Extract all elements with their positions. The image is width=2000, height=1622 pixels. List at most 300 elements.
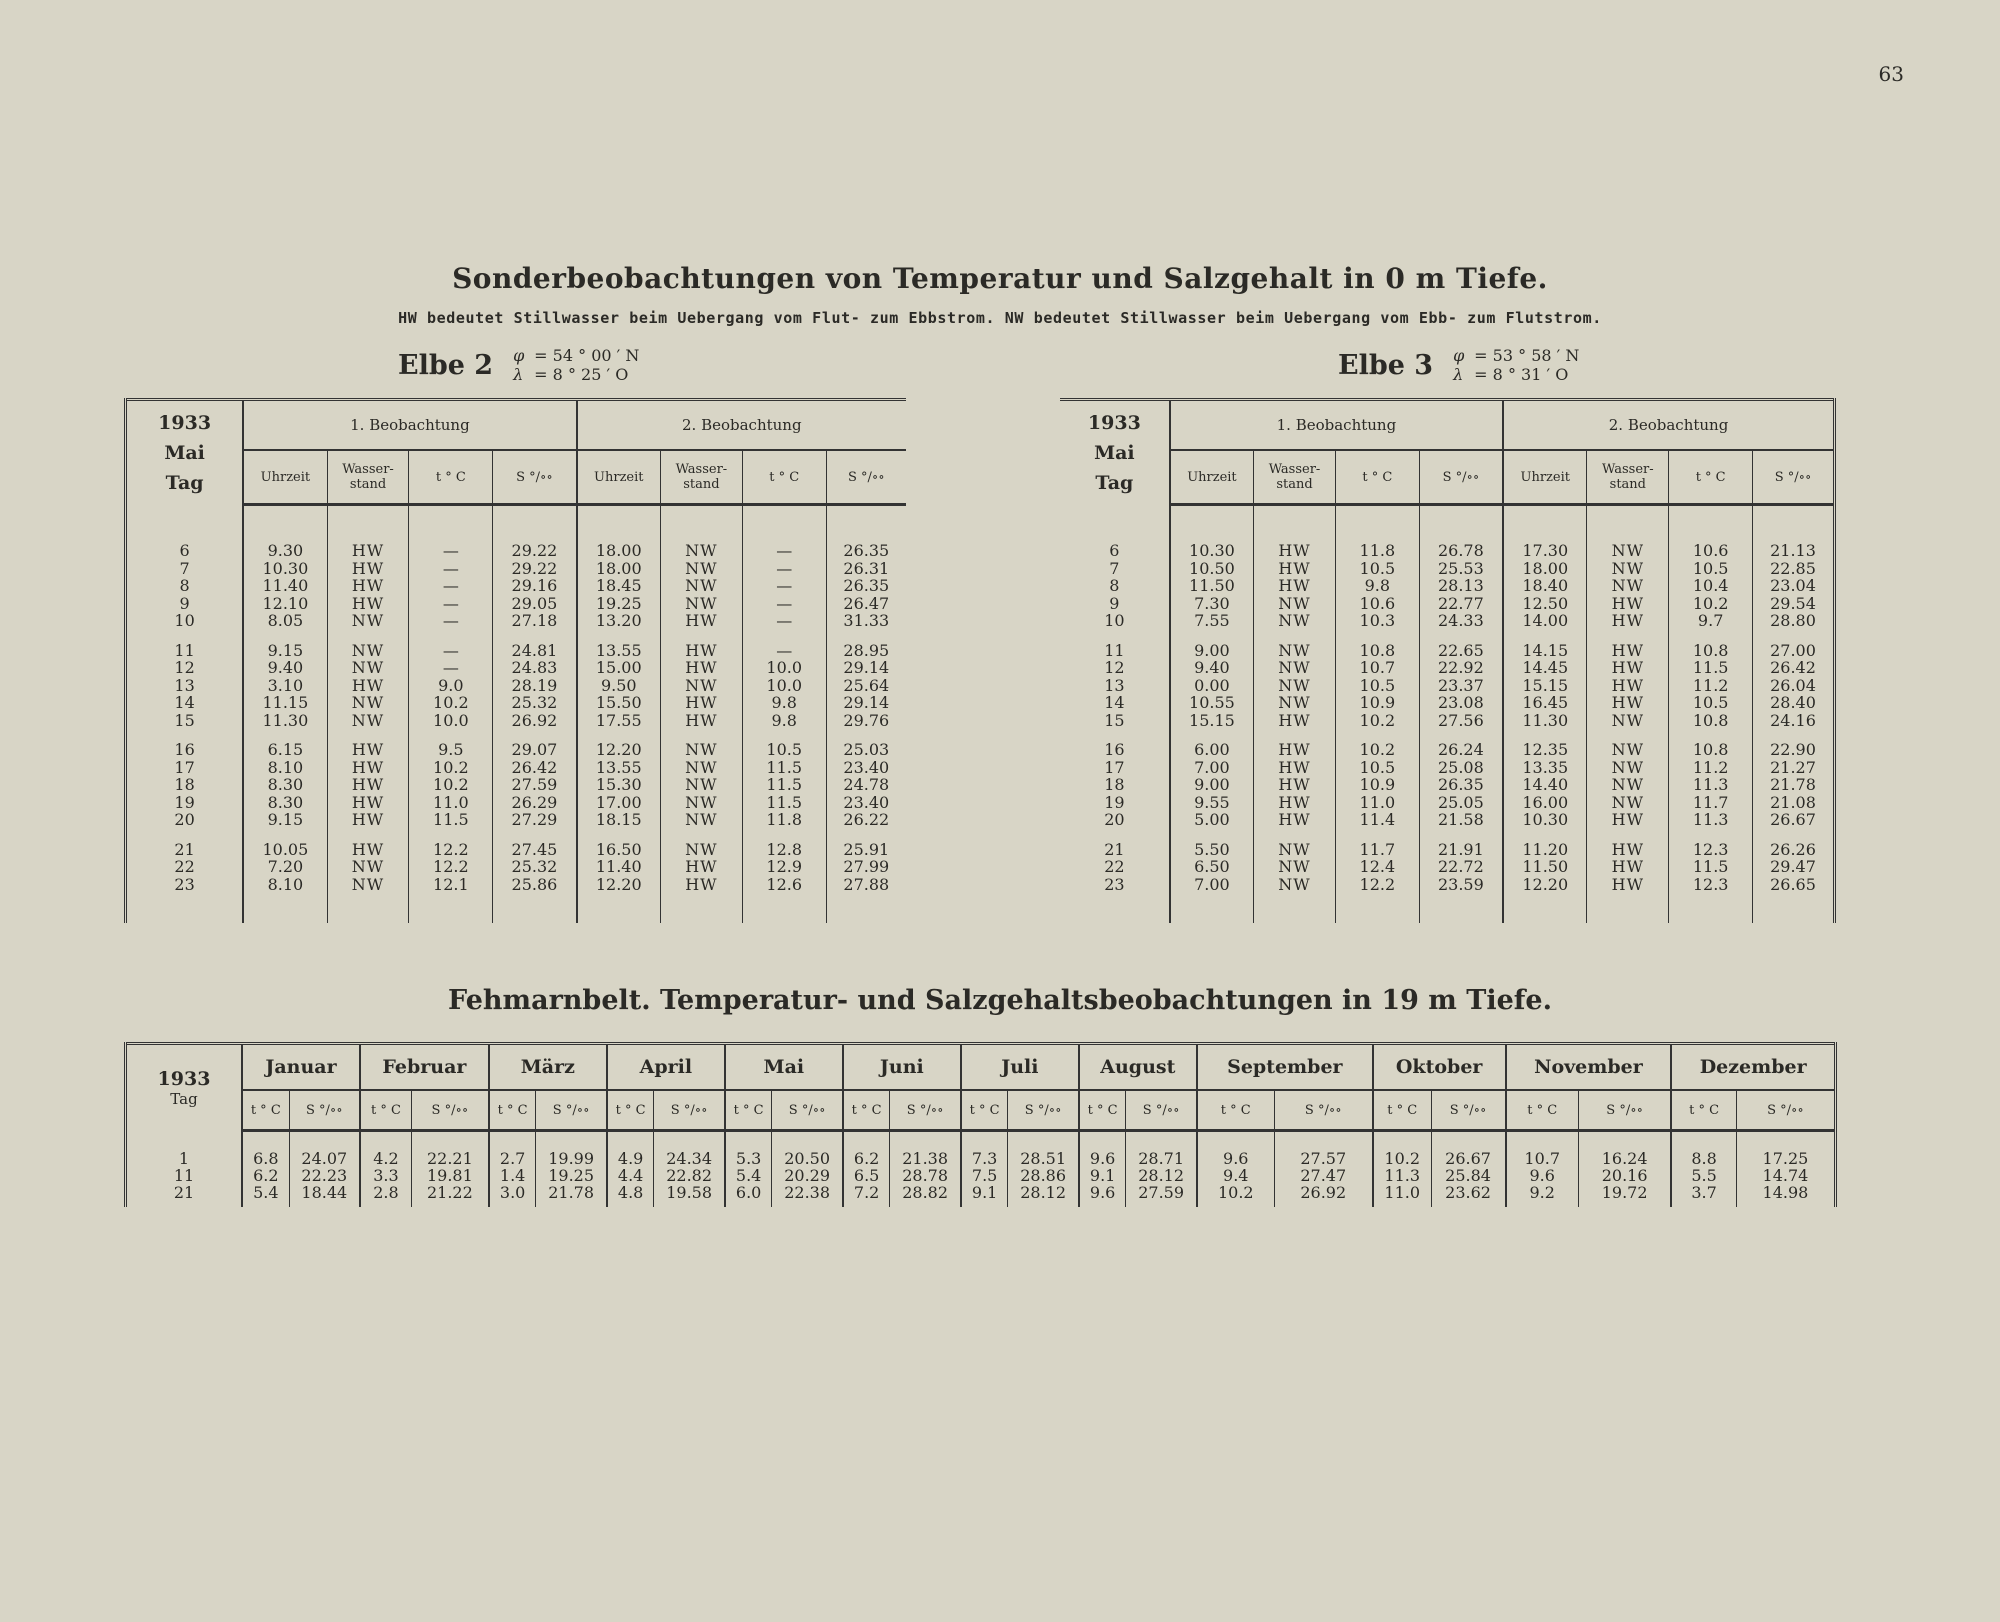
table-cell: NW xyxy=(327,876,409,894)
table-cell: 15.15 xyxy=(1503,677,1587,695)
table-cell: NW xyxy=(660,776,742,794)
spacer-cell xyxy=(242,1131,289,1151)
table-cell: 10.5 xyxy=(1669,694,1753,712)
table-cell: HW xyxy=(327,595,409,613)
spacer-cell xyxy=(1503,829,1587,841)
table-cell: 7.30 xyxy=(1170,595,1254,613)
table-cell: 9.8 xyxy=(742,712,826,730)
fehmarn-title: Fehmarnbelt. Temperatur- und Salzgehaltsbeobachtungen in 19 m Tiefe. xyxy=(448,985,1552,1016)
table-row xyxy=(1060,612,1835,630)
table-cell: 11.0 xyxy=(409,794,493,812)
table-cell: 6.2 xyxy=(843,1150,890,1167)
col-salt: S °/∘∘ xyxy=(493,450,577,505)
table-cell: 7.00 xyxy=(1170,876,1254,894)
table-cell: HW xyxy=(660,694,742,712)
spacer-cell xyxy=(961,1131,1008,1151)
spacer-cell xyxy=(409,829,493,841)
table-cell: 14.98 xyxy=(1736,1184,1835,1201)
table-cell: NW xyxy=(1254,876,1336,894)
table-cell: 11.2 xyxy=(1669,759,1753,777)
table-cell: — xyxy=(409,595,493,613)
table-cell: 10.2 xyxy=(1197,1184,1274,1201)
table-row xyxy=(1060,577,1835,595)
table-cell: 12.8 xyxy=(742,841,826,859)
table-cell: 12.20 xyxy=(577,876,661,894)
table-cell: 11 xyxy=(1104,640,1125,660)
spacer-row xyxy=(1060,505,1835,543)
table-cell: 10.5 xyxy=(742,741,826,759)
table-cell: 6 xyxy=(126,542,244,560)
table-cell: 6 xyxy=(1109,541,1120,560)
table-cell: 10.6 xyxy=(1335,595,1419,613)
table-cell: 12.2 xyxy=(409,858,493,876)
table-cell: 28.82 xyxy=(890,1184,961,1201)
table-cell: 9.4 xyxy=(1197,1167,1274,1184)
table-row xyxy=(126,811,907,829)
table-cell: 26.22 xyxy=(826,811,906,829)
table-cell: 23.37 xyxy=(1419,677,1503,695)
spacer-cell xyxy=(243,505,327,543)
table-cell: 28.71 xyxy=(1126,1150,1197,1167)
table-cell: 10.8 xyxy=(1335,642,1419,660)
table-cell: 27.29 xyxy=(493,811,577,829)
table-cell: 21.78 xyxy=(1753,776,1835,794)
spacer-cell xyxy=(1060,829,1170,841)
table-cell: 13.55 xyxy=(577,759,661,777)
table-cell: 26.78 xyxy=(1419,542,1503,560)
table-cell: NW xyxy=(1254,642,1336,660)
table-cell: 14 xyxy=(126,694,244,712)
table-cell: 7.55 xyxy=(1170,612,1254,630)
table-cell: 9.8 xyxy=(1335,577,1419,595)
table-cell: 25.32 xyxy=(493,858,577,876)
table-cell: HW xyxy=(1587,841,1669,859)
table-cell: NW xyxy=(1587,794,1669,812)
table-cell: 11.7 xyxy=(1335,841,1419,859)
table-cell: 19 xyxy=(126,794,244,812)
table-cell: NW xyxy=(327,612,409,630)
table-cell: NW xyxy=(660,542,742,560)
group1-header: 1. Beobachtung xyxy=(1170,400,1503,451)
table-cell: 28.12 xyxy=(1008,1184,1079,1201)
table-cell: 9 xyxy=(126,595,244,613)
spacer-cell xyxy=(660,893,742,923)
table-cell: 21.78 xyxy=(536,1184,607,1201)
table-cell: 14.15 xyxy=(1503,642,1587,660)
table-cell: 26.92 xyxy=(493,712,577,730)
table-cell: 11.30 xyxy=(243,712,327,730)
table-cell: HW xyxy=(1254,759,1336,777)
fehmarn-body xyxy=(126,1131,1836,1208)
table-cell: 27.59 xyxy=(493,776,577,794)
table-cell: HW xyxy=(1254,741,1336,759)
table-cell: 12.50 xyxy=(1503,595,1587,613)
table-cell: 15.30 xyxy=(577,776,661,794)
table-cell: 26.67 xyxy=(1753,811,1835,829)
table-cell: 10.2 xyxy=(409,694,493,712)
table-cell: NW xyxy=(660,759,742,777)
table-cell: 22.72 xyxy=(1419,858,1503,876)
spacer-row xyxy=(126,505,907,543)
table-cell: 11.2 xyxy=(1669,677,1753,695)
table-cell: 25.91 xyxy=(826,841,906,859)
table-cell: 27.59 xyxy=(1126,1184,1197,1201)
table-cell: 10.05 xyxy=(243,841,327,859)
spacer-cell xyxy=(1274,1131,1373,1151)
table-cell: 15.50 xyxy=(577,694,661,712)
table-cell: 10.4 xyxy=(1669,577,1753,595)
table-cell: NW xyxy=(327,642,409,660)
spacer-cell xyxy=(536,1131,607,1151)
fehmarn-table xyxy=(124,1042,1837,1207)
table-cell: 25.53 xyxy=(1419,560,1503,578)
table-row xyxy=(1060,741,1835,759)
table-cell: 6.50 xyxy=(1170,858,1254,876)
spacer-cell xyxy=(890,1131,961,1151)
table-cell: 21 xyxy=(1104,839,1125,859)
table-cell: 18 xyxy=(1104,775,1125,794)
table-row xyxy=(126,542,907,560)
table-cell: 26.35 xyxy=(1419,776,1503,794)
table-row xyxy=(1060,841,1835,859)
table-row xyxy=(126,612,907,630)
table-cell: 24.16 xyxy=(1753,712,1835,730)
subtitle: HW bedeutet Stillwasser beim Uebergang vom Flut- zum Ebbstrom. NW bedeutet Stillwasser beim Uebergang vom Ebb- zum Flutstrom. xyxy=(398,309,1602,327)
table-cell: 10.9 xyxy=(1335,694,1419,712)
table-cell: 26.65 xyxy=(1753,876,1835,894)
table-cell: 16 xyxy=(1104,740,1125,759)
spacer-cell xyxy=(577,505,661,543)
spacer-cell xyxy=(1254,630,1336,642)
table-cell: 9.50 xyxy=(577,677,661,695)
table-cell: 8 xyxy=(1109,576,1120,595)
spacer-cell xyxy=(1578,1131,1671,1151)
month-header: Januar xyxy=(242,1044,360,1091)
table-cell: 24.07 xyxy=(289,1150,360,1167)
table-cell: 3.10 xyxy=(243,677,327,695)
col-wasserstand: Wasser-stand xyxy=(1254,450,1336,505)
spacer-cell xyxy=(1587,893,1669,923)
table-cell: 26.24 xyxy=(1419,741,1503,759)
col-wasserstand: Wasser-stand xyxy=(660,450,742,505)
spacer-cell xyxy=(772,1131,843,1151)
spacer-cell xyxy=(1335,893,1419,923)
table-cell: 11.5 xyxy=(409,811,493,829)
table-cell: 11.50 xyxy=(1170,577,1254,595)
spacer-row xyxy=(126,893,907,923)
table-cell: 18.00 xyxy=(577,542,661,560)
table-row xyxy=(126,876,907,894)
table-cell: 1 xyxy=(126,1150,243,1167)
table-cell: 7.2 xyxy=(843,1184,890,1201)
table-cell: 27.00 xyxy=(1753,642,1835,660)
month-header: Juni xyxy=(843,1044,961,1091)
col-temp: t ° C xyxy=(1669,450,1753,505)
table-cell: 10.30 xyxy=(1503,811,1587,829)
table-cell: 9.40 xyxy=(243,659,327,677)
table-cell: 8.8 xyxy=(1671,1150,1736,1167)
spacer-cell xyxy=(826,505,906,543)
spacer-cell xyxy=(1170,829,1254,841)
table-cell: 10.0 xyxy=(742,659,826,677)
table-cell: NW xyxy=(327,659,409,677)
month-header: März xyxy=(489,1044,607,1091)
table-cell: 22.85 xyxy=(1753,560,1835,578)
spacer-cell xyxy=(1079,1131,1126,1151)
table-cell: HW xyxy=(1254,577,1336,595)
table-cell: HW xyxy=(660,642,742,660)
table-cell: 26.35 xyxy=(826,577,906,595)
elbe2-body xyxy=(126,505,907,924)
spacer-cell xyxy=(826,630,906,642)
table-cell: 17.00 xyxy=(577,794,661,812)
table-cell: 25.84 xyxy=(1431,1167,1505,1184)
table-cell: 22.23 xyxy=(289,1167,360,1184)
table-cell: 22.90 xyxy=(1753,741,1835,759)
table-cell: 23.62 xyxy=(1431,1184,1505,1201)
table-cell: HW xyxy=(660,659,742,677)
col-salt: S °/∘∘ xyxy=(411,1090,488,1131)
spacer-row xyxy=(126,829,907,841)
table-cell: 15 xyxy=(1104,710,1125,730)
spacer-cell xyxy=(843,1131,890,1151)
table-cell: 17.25 xyxy=(1736,1150,1835,1167)
table-cell: HW xyxy=(327,677,409,695)
spacer-cell xyxy=(654,1131,725,1151)
col-salt: S °/∘∘ xyxy=(890,1090,961,1131)
table-cell: 24.34 xyxy=(654,1150,725,1167)
table-cell: 29.14 xyxy=(826,694,906,712)
table-cell: 7 xyxy=(126,560,244,578)
table-row xyxy=(1060,876,1835,894)
table-cell: NW xyxy=(1254,595,1336,613)
table-cell: HW xyxy=(1254,794,1336,812)
table-cell: 8.10 xyxy=(243,876,327,894)
col-temp: t ° C xyxy=(242,1090,289,1131)
table-cell: HW xyxy=(327,776,409,794)
table-cell: 12.9 xyxy=(742,858,826,876)
table-cell: 12.35 xyxy=(1503,741,1587,759)
col-salt: S °/∘∘ xyxy=(536,1090,607,1131)
table-cell: 19.25 xyxy=(536,1167,607,1184)
table-cell: 5.00 xyxy=(1170,811,1254,829)
table-cell: 13.55 xyxy=(577,642,661,660)
table-cell: HW xyxy=(327,560,409,578)
table-cell: 21.08 xyxy=(1753,794,1835,812)
table-cell: 29.16 xyxy=(493,577,577,595)
table-cell: HW xyxy=(660,876,742,894)
table-cell: NW xyxy=(660,794,742,812)
table-cell: NW xyxy=(1587,759,1669,777)
table-cell: NW xyxy=(1587,712,1669,730)
table-cell: 26.35 xyxy=(826,542,906,560)
table-cell: 11.5 xyxy=(1669,659,1753,677)
table-cell: 4.4 xyxy=(607,1167,654,1184)
table-cell: NW xyxy=(1254,694,1336,712)
table-cell: HW xyxy=(1587,595,1669,613)
table-cell: 10.6 xyxy=(1669,542,1753,560)
table-cell: HW xyxy=(327,577,409,595)
table-cell: 27.57 xyxy=(1274,1150,1373,1167)
table-cell: HW xyxy=(1254,776,1336,794)
table-cell: 11.3 xyxy=(1669,776,1753,794)
table-cell: 23.08 xyxy=(1419,694,1503,712)
month-header: November xyxy=(1506,1044,1672,1091)
table-cell: NW xyxy=(1587,741,1669,759)
table-cell: 6.8 xyxy=(242,1150,289,1167)
table-cell: 13 xyxy=(126,677,244,695)
month-header: Dezember xyxy=(1671,1044,1835,1091)
year-tag-header xyxy=(126,1044,243,1131)
spacer-cell xyxy=(1587,630,1669,642)
spacer-cell xyxy=(742,893,826,923)
table-cell: HW xyxy=(660,858,742,876)
table-row xyxy=(1060,759,1835,777)
spacer-cell xyxy=(126,630,244,642)
table-cell: 14.45 xyxy=(1503,659,1587,677)
table-cell: 11 xyxy=(126,642,244,660)
station-coords: φ = 53 ° 58 ′ N λ = 8 ° 31 ′ O xyxy=(1453,346,1580,384)
table-row xyxy=(126,595,907,613)
table-cell: 23.04 xyxy=(1753,577,1835,595)
table-cell: 4.9 xyxy=(607,1150,654,1167)
month-header: Mai xyxy=(725,1044,843,1091)
table-cell: 19 xyxy=(1104,792,1125,812)
table-cell: 21.58 xyxy=(1419,811,1503,829)
table-cell: 10.9 xyxy=(1335,776,1419,794)
col-salt: S °/∘∘ xyxy=(1578,1090,1671,1131)
table-cell: 11.50 xyxy=(1503,858,1587,876)
table-cell: NW xyxy=(1254,612,1336,630)
table-row xyxy=(126,1167,1836,1184)
table-cell: 16.50 xyxy=(577,841,661,859)
table-cell: HW xyxy=(327,542,409,560)
table-cell: 9.00 xyxy=(1170,642,1254,660)
table-cell: NW xyxy=(660,577,742,595)
spacer-cell xyxy=(1419,893,1503,923)
col-salt: S °/∘∘ xyxy=(289,1090,360,1131)
table-cell: 19.58 xyxy=(654,1184,725,1201)
table-cell: HW xyxy=(1587,677,1669,695)
col-temp: t ° C xyxy=(409,450,493,505)
table-cell: 20 xyxy=(126,811,244,829)
spacer-cell xyxy=(360,1131,411,1151)
table-cell: 25.08 xyxy=(1419,759,1503,777)
table-row xyxy=(126,858,907,876)
spacer-cell xyxy=(1503,630,1587,642)
table-cell: 9.2 xyxy=(1506,1184,1579,1201)
spacer-cell xyxy=(1335,505,1419,543)
table-cell: 16.00 xyxy=(1503,794,1587,812)
spacer-cell xyxy=(1503,505,1587,543)
table-cell: 11.5 xyxy=(1669,858,1753,876)
table-cell: 9.40 xyxy=(1170,659,1254,677)
spacer-cell xyxy=(1669,505,1753,543)
spacer-cell xyxy=(1060,893,1170,923)
table-cell: 25.32 xyxy=(493,694,577,712)
table-cell: 5.4 xyxy=(242,1184,289,1201)
spacer-row xyxy=(126,1131,1836,1151)
table-cell: 5.4 xyxy=(725,1167,772,1184)
spacer-cell xyxy=(1060,630,1170,642)
table-cell: 23.40 xyxy=(826,759,906,777)
spacer-cell xyxy=(1669,630,1753,642)
spacer-row xyxy=(1060,630,1835,642)
table-cell: 7.00 xyxy=(1170,759,1254,777)
spacer-cell xyxy=(1254,829,1336,841)
tag-header xyxy=(1060,400,1170,505)
table-cell: 26.42 xyxy=(1753,659,1835,677)
table-cell: 10.2 xyxy=(409,776,493,794)
table-cell: 11.5 xyxy=(742,776,826,794)
table-cell: 12.2 xyxy=(409,841,493,859)
table-row xyxy=(1060,560,1835,578)
table-cell: 10.55 xyxy=(1170,694,1254,712)
spacer-cell xyxy=(489,1131,536,1151)
table-row xyxy=(1060,595,1835,613)
table-cell: NW xyxy=(327,858,409,876)
table-cell: 12.3 xyxy=(1669,841,1753,859)
col-salt: S °/∘∘ xyxy=(1419,450,1503,505)
table-cell: 18.45 xyxy=(577,577,661,595)
table-cell: 11.30 xyxy=(1503,712,1587,730)
table-row xyxy=(1060,642,1835,660)
table-cell: 28.40 xyxy=(1753,694,1835,712)
spacer-cell xyxy=(1170,505,1254,543)
table-cell: 11.4 xyxy=(1335,811,1419,829)
table-cell: NW xyxy=(327,712,409,730)
table-cell: 11.0 xyxy=(1373,1184,1431,1201)
table-cell: 3.0 xyxy=(489,1184,536,1201)
table-cell: NW xyxy=(1587,776,1669,794)
table-row xyxy=(126,841,907,859)
table-cell: 12.20 xyxy=(1503,876,1587,894)
spacer-cell xyxy=(1170,893,1254,923)
table-cell: 17.30 xyxy=(1503,542,1587,560)
spacer-cell xyxy=(327,829,409,841)
table-cell: 15 xyxy=(126,712,244,730)
table-row xyxy=(126,677,907,695)
table-cell: HW xyxy=(327,741,409,759)
table-cell: — xyxy=(742,577,826,595)
col-salt: S °/∘∘ xyxy=(654,1090,725,1131)
table-cell: 22.21 xyxy=(411,1150,488,1167)
spacer-cell xyxy=(126,1131,243,1151)
table-cell: 11.5 xyxy=(742,759,826,777)
col-uhrzeit: Uhrzeit xyxy=(577,450,661,505)
table-row xyxy=(1060,677,1835,695)
station-coords: φ = 54 ° 00 ′ N λ = 8 ° 25 ′ O xyxy=(513,346,640,384)
table-cell: — xyxy=(742,560,826,578)
table-cell: 28.19 xyxy=(493,677,577,695)
spacer-cell xyxy=(126,893,244,923)
table-cell: 9.55 xyxy=(1170,794,1254,812)
table-row xyxy=(126,577,907,595)
spacer-row xyxy=(1060,829,1835,841)
table-cell: NW xyxy=(660,811,742,829)
table-cell: 2.7 xyxy=(489,1150,536,1167)
col-uhrzeit: Uhrzeit xyxy=(1170,450,1254,505)
table-cell: NW xyxy=(1587,577,1669,595)
table-cell: 12.2 xyxy=(1335,876,1419,894)
table-cell: 22 xyxy=(1104,857,1125,876)
table-cell: 14 xyxy=(1104,693,1125,712)
month-header: Februar xyxy=(360,1044,489,1091)
month-header: August xyxy=(1079,1044,1197,1091)
table-cell: 19.72 xyxy=(1578,1184,1671,1201)
table-cell: 27.18 xyxy=(493,612,577,630)
latitude: 54 ° 00 ′ N xyxy=(552,346,640,365)
